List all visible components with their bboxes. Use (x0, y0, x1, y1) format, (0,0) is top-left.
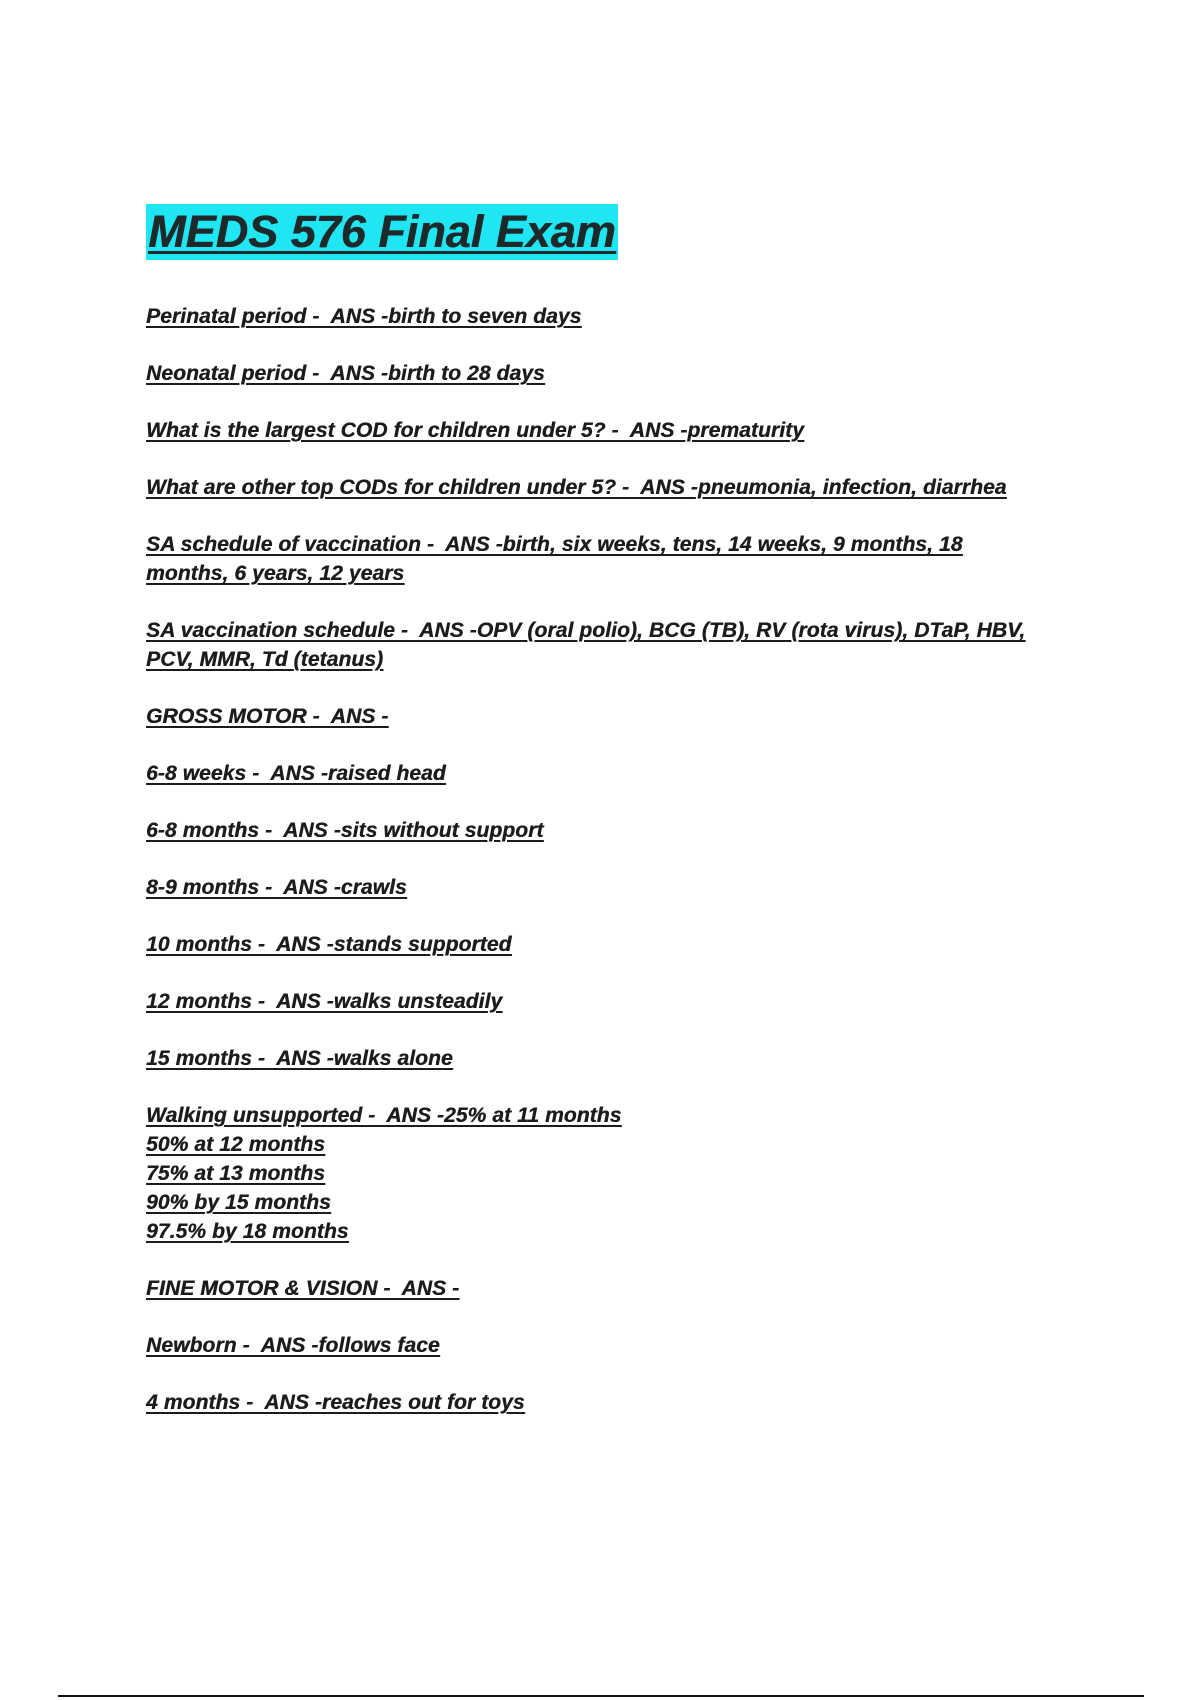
qa-item (146, 759, 1076, 788)
qa-line: 75% at 13 months (146, 1162, 325, 1185)
qa-line: 6-8 months - ANS -sits without support (146, 819, 544, 842)
qa-line: PCV, MMR, Td (tetanus) (146, 648, 384, 671)
qa-item (146, 1274, 1076, 1303)
qa-line: What are other top CODs for children under 5? - ANS -pneumonia, infection, diarrhea (146, 476, 1007, 499)
qa-line: 15 months - ANS -walks alone (146, 1047, 453, 1070)
qa-line: 50% at 12 months (146, 1133, 325, 1156)
qa-line: 97.5% by 18 months (146, 1220, 349, 1243)
qa-item (146, 987, 1076, 1016)
qa-item (146, 530, 1076, 588)
qa-item (146, 702, 1076, 731)
qa-item (146, 473, 1076, 502)
qa-line: What is the largest COD for children under 5? - ANS -prematurity (146, 419, 804, 442)
qa-item (146, 416, 1076, 445)
page-title: MEDS 576 Final Exam (148, 206, 616, 257)
qa-line: 12 months - ANS -walks unsteadily (146, 990, 503, 1013)
qa-line: SA vaccination schedule - ANS -OPV (oral polio), BCG (TB), RV (rota virus), DTaP, HBV, (146, 619, 1026, 642)
qa-line: GROSS MOTOR - ANS - (146, 705, 389, 728)
qa-item (146, 1388, 1076, 1417)
qa-line: 4 months - ANS -reaches out for toys (146, 1391, 525, 1414)
qa-list (146, 302, 1076, 1445)
qa-line: FINE MOTOR & VISION - ANS - (146, 1277, 460, 1300)
qa-item (146, 616, 1076, 674)
qa-line: Neonatal period - ANS -birth to 28 days (146, 362, 545, 385)
qa-item (146, 1331, 1076, 1360)
qa-line: 8-9 months - ANS -crawls (146, 876, 407, 899)
qa-item (146, 816, 1076, 845)
qa-line: SA schedule of vaccination - ANS -birth, six weeks, tens, 14 weeks, 9 months, 18 (146, 533, 963, 556)
qa-line: Walking unsupported - ANS -25% at 11 months (146, 1104, 622, 1127)
qa-item (146, 930, 1076, 959)
qa-item (146, 302, 1076, 331)
qa-item (146, 873, 1076, 902)
qa-line: 6-8 weeks - ANS -raised head (146, 762, 446, 785)
qa-line: 10 months - ANS -stands supported (146, 933, 512, 956)
qa-item (146, 1044, 1076, 1073)
qa-item (146, 1101, 1076, 1246)
qa-line: months, 6 years, 12 years (146, 562, 405, 585)
title-highlight (146, 204, 618, 260)
footer-divider (58, 1695, 1144, 1697)
qa-line: Perinatal period - ANS -birth to seven days (146, 305, 582, 328)
qa-line: 90% by 15 months (146, 1191, 331, 1214)
qa-line: Newborn - ANS -follows face (146, 1334, 440, 1357)
qa-item (146, 359, 1076, 388)
